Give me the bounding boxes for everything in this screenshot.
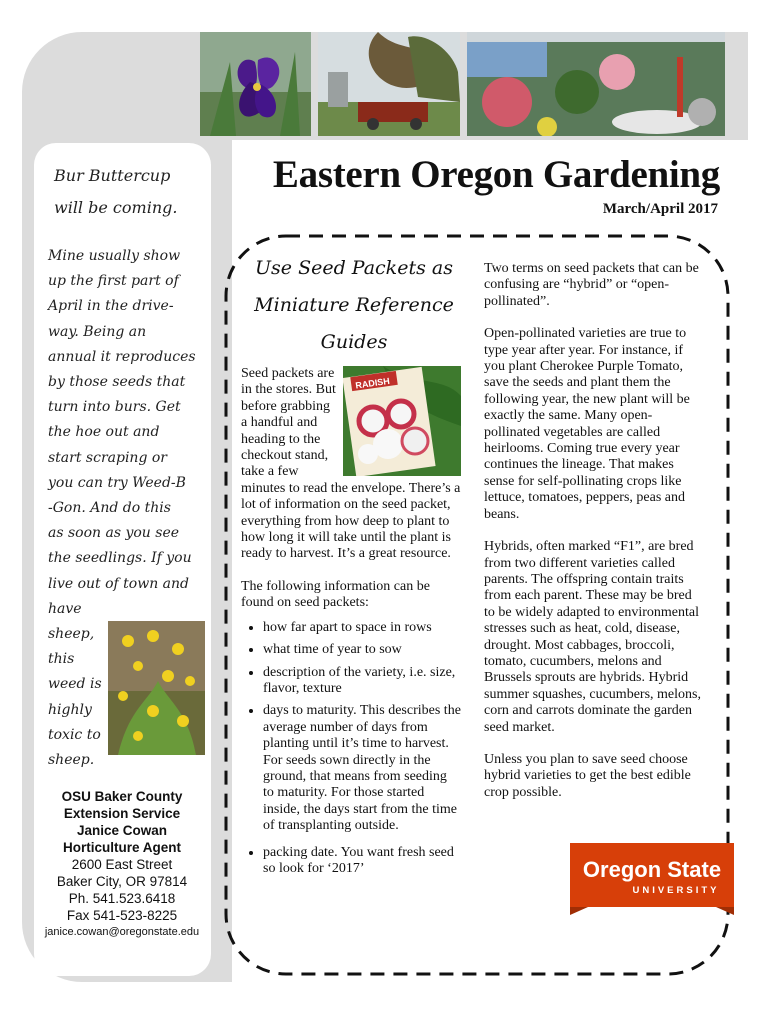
sidebar-heading: Bur Buttercup will be coming. xyxy=(54,166,178,217)
yard-garden-photo xyxy=(467,32,725,136)
contact-role: Horticulture Agent xyxy=(63,840,181,855)
paragraph: Unless you plan to save seed choose hybrid varieties to get the best edible crop possible. xyxy=(484,751,691,800)
contact-org-2: Extension Service xyxy=(63,806,181,821)
seed-packet-info-list xyxy=(241,620,461,878)
list-intro: The following information can be found on seed packets: xyxy=(241,578,430,611)
sidebar-line: -Gon. And do this xyxy=(48,500,171,517)
sidebar-line: highly xyxy=(48,701,92,718)
sidebar-line: annual it reproduces xyxy=(48,348,196,365)
list-item: • days to maturity. This describes the average number of days from planting until it’s time to harvest. For seeds sown directly in the ground, that means from seeding to maturity. For those started inside, the days start from the time of transplanting outside. xyxy=(263,703,461,834)
sidebar-line: Mine usually show xyxy=(48,248,181,264)
contact-name: Janice Cowan xyxy=(76,823,168,838)
list-item: • packing date. You want fresh seed so look for ‘2017’ xyxy=(263,845,461,878)
sidebar-line: you can try Weed-B xyxy=(48,474,186,491)
article-title-line: Use Seed Packets as xyxy=(255,257,453,279)
contact-fax: Fax 541-523-8225 xyxy=(66,908,178,923)
contact-city: Baker City, OR 97814 xyxy=(56,874,188,889)
article-column-2 xyxy=(484,261,706,817)
logo-line-1: Oregon State xyxy=(582,857,722,882)
buttercup-photo xyxy=(108,621,205,755)
list-item: • what time of year to sow xyxy=(263,642,461,658)
article-title-line: Miniature Reference xyxy=(254,294,454,316)
sidebar-line: the seedlings. If you xyxy=(48,550,192,567)
paragraph: Two terms on seed packets that can be confusing are “hybrid” or “open-pollinated”. xyxy=(484,261,699,309)
newsletter-title: Eastern Oregon Gardening xyxy=(272,153,720,196)
iris-flower-photo xyxy=(200,32,311,136)
packet-label: RADISH xyxy=(354,375,391,391)
list-item: • description of the variety, i.e. size, flavor, texture xyxy=(263,665,461,698)
list-item: • how far apart to space in rows xyxy=(263,620,461,636)
paragraph: Open-pollinated varieties are true to type year after year. For instance, if you plant Cherokee Purple Tomato, save the seeds and plant them the following year, the new plant will be exactly the same. Many open-pollinated vegetables are called heirlooms. Coming true every year continues the lineage. That makes sense for self-pollinating crops like lettuce, tomatoes, peppers, peas and beans. xyxy=(484,326,690,522)
sidebar-line: way. Being an xyxy=(48,323,147,340)
contact-block xyxy=(36,788,208,941)
contact-email[interactable]: janice.cowan@oregonstate.edu xyxy=(44,926,200,938)
sidebar-line: the hoe out and xyxy=(48,424,160,441)
sidebar-line: sheep, xyxy=(48,626,95,643)
sidebar-line: start scraping or xyxy=(48,449,167,466)
sidebar-line: have xyxy=(48,600,82,617)
sidebar-line: April in the drive- xyxy=(48,298,174,315)
sidebar-line: by those seeds that xyxy=(48,374,186,391)
sidebar-line: sheep. xyxy=(48,752,95,769)
sidebar-line: live out of town and xyxy=(48,575,190,592)
issue-date: March/April 2017 xyxy=(602,201,718,217)
article-intro: Seed packets are in the stores. But before grabbing a handful and heading to the checkout stand, take a few minutes to read the envelope. There’s a lot of information on the seed packet, everything from how deep to plant to how long it will take until the plant is ready to harvest. It’s a great resource. xyxy=(241,366,461,562)
article-title xyxy=(240,250,468,361)
logo-line-2: UNIVERSITY xyxy=(632,885,720,896)
sidebar-line: this xyxy=(48,651,75,668)
sidebar-line: up the first part of xyxy=(48,273,179,290)
contact-street: 2600 East Street xyxy=(71,857,173,872)
sidebar-line: as soon as you see xyxy=(48,525,180,542)
sidebar-line: toxic to xyxy=(48,726,101,743)
contact-phone: Ph. 541.523.6418 xyxy=(68,891,176,906)
paragraph: Hybrids, often marked “F1”, are bred from two different varieties called parents. The offspring contain traits from each parent. These may be bred to be widely adapted to environmental stresses such as heat, cold, disease, drought. Most cabbages, broccoli, tomato, cucumbers, melons and Brussels sprouts are hybrids. Hybrid summer squashes, cucumbers, melons, corn and carrots dominate the garden seed market. xyxy=(484,539,701,735)
oregon-state-logo xyxy=(570,843,734,915)
article-title-line: Guides xyxy=(320,331,388,353)
sidebar-line: weed is xyxy=(48,676,102,693)
radish-seed-packet-image xyxy=(343,366,461,476)
article-column-1 xyxy=(241,366,461,883)
garden-wagon-photo xyxy=(318,32,460,136)
sidebar-line: turn into burs. Get xyxy=(48,399,181,416)
contact-org-1: OSU Baker County xyxy=(61,789,183,804)
